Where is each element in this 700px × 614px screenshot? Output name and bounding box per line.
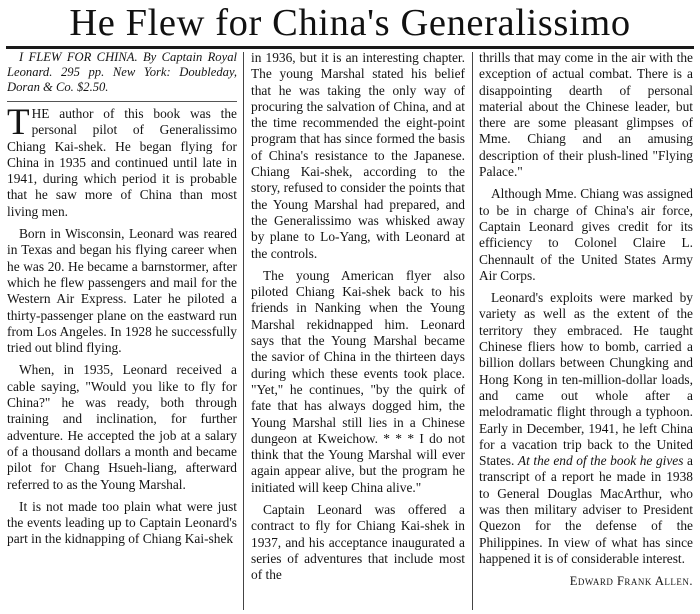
paragraph: Captain Leonard was offered a contract to fly for Chiang Kai-shek in 1937, and his acceptance inaugurated a series of adventures that include most of the (251, 502, 465, 583)
paragraph: It is not made too plain what were just the events leading up to Captain Leonard's part in the kidnapping of Chiang Kai-shek (7, 498, 237, 547)
column-3 (479, 50, 693, 612)
column-2 (251, 50, 465, 612)
headline-rule (6, 46, 694, 49)
paragraph: Although Mme. Chiang was assigned to be in charge of China's air force, Captain Leonard gives credit for its efficiency to Colonel Claire L. Chennault of the United States Army Air Corps. (479, 186, 693, 283)
headline: He Flew for China's Generalissimo (69, 2, 631, 44)
paragraph: When, in 1935, Leonard received a cable saying, "Would you like to fly for China?" he was ready, both through training and inclination, for further adventure. He accepted the job at a salary of a thousand dollars a month and became pilot for Chang Hsueh-liang, afterward referred to as the Young Marshal. (7, 362, 237, 492)
paragraph-text: HE author of this book was the personal pilot of Generalissimo Chiang Kai-shek. He began flying for China in 1935 and continued until late in 1941, during which period it is probable that he saw more of China than most living men. (7, 106, 237, 219)
paragraph (7, 102, 237, 220)
paragraph-text: a transcript of a report he made in 1938 to General Douglas MacArthur, who was then military adviser to President Quezon for the defense of the Philippines. In view of what has since happened it is of considerable interest. (479, 453, 693, 566)
author-signature: Edward Frank Allen. (569, 574, 693, 589)
column-divider (472, 52, 473, 610)
paragraph: Born in Wisconsin, Leonard was reared in Texas and began his flying career when he was 20. He became a barnstormer, after which he flew passengers and mail for the Western Air Express. Later he piloted a thirty-passenger plane on the eastward run from Los Angeles. In 1928 he successfully tried out blind flying. (7, 226, 237, 356)
column-1 (7, 50, 237, 612)
book-byline: I FLEW FOR CHINA. By Captain Royal Leonard. 295 pp. New York: Doubleday, Doran & Co. $2.50. (7, 50, 237, 94)
paragraph-text: Leonard's exploits were marked by variety as well as the extent of the territory they embraced. He taught Chinese fliers how to bomb, carried a billion dollars between Chungking and Hong Kong in ten-million-dollar loads, and came out whole after a melodramatic flight through a typhoon. Early in December, 1941, he left China for a vacation trip back to the United States. (479, 290, 693, 469)
paragraph: The young American flyer also piloted Chiang Kai-shek back to his friends in Nanking when the Young Marshal rekidnapped him. Leonard says that the Young Marshal became the savior of China in the thirteen days during which these events took place. "Yet," he continues, "by the quirk of fate that has always dogged him, the Young Marshal still lies in a Chinese dungeon at Kweichow. * * * I do not think that the Young Marshal will ever again appear alive, but the program he initiated will keep China alive." (251, 267, 465, 495)
paragraph-text-italic: At the end of the book he gives (517, 453, 684, 469)
drop-cap: T (7, 102, 30, 143)
paragraph: thrills that may come in the air with the exception of actual combat. There is a disappointing dearth of personal material about the Chinese leader, but there are some pleasant glimpses of Mme. Chiang and an amusing description of their plush-lined "Flying Palace." (479, 50, 693, 180)
byline-rule (7, 101, 237, 102)
paragraph: in 1936, but it is an interesting chapter. The young Marshal stated his belief that he was taking the only way of procuring the salvation of China, and at the time recommended the eight-point program that has since formed the basis of China's resistance to the Japanese. Chiang Kai-shek, according to the story, refused to consider the points that the Young Marshal had prepared, and the Generalissimo was whisked away by plane to Lo-Yang, with Leonard at the controls. (251, 50, 465, 261)
column-divider (243, 52, 244, 610)
paragraph (479, 290, 693, 567)
